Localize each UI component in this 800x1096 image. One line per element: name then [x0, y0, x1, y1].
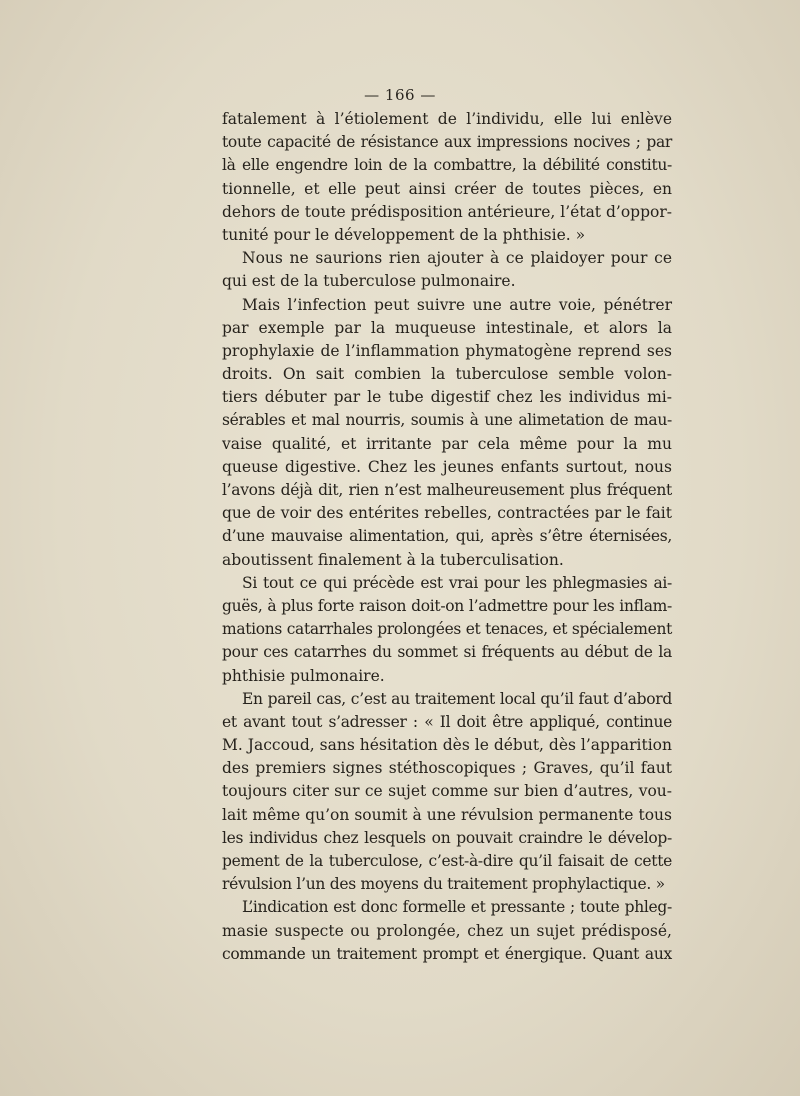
text-line: d’une mauvaise alimentation, qui, après s’être éternisées, — [222, 527, 672, 546]
text-line: droits. On sait combien la tuberculose semble volon- — [222, 365, 672, 384]
paragraph — [222, 688, 672, 897]
text-line: Mais l’infection peut suivre une autre voie, pénétrer — [242, 295, 672, 314]
text-line: des premiers signes stéthoscopiques ; Graves, qu’il faut — [222, 759, 672, 778]
text-line: par exemple par la muqueuse intestinale, et alors la — [222, 318, 672, 337]
text-line: commande un traitement prompt et énergique. Quant aux — [222, 944, 672, 963]
text-line: là elle engendre loin de la combattre, la débilité constitu- — [222, 156, 672, 175]
paragraph — [222, 108, 672, 247]
text-line: révulsion l’un des moyens du traitement prophylactique. » — [222, 875, 665, 894]
body-text — [222, 108, 672, 966]
text-line: l’avons déjà dit, rien n’est malheureusement plus fréquent — [222, 481, 672, 499]
text-line: fatalement à l’étiolement de l’individu, elle lui enlève — [222, 110, 672, 128]
paragraph — [222, 572, 672, 688]
text-line: tiers débuter par le tube digestif chez les individus mi- — [222, 388, 672, 407]
text-line: lait même qu’on soumit à une révulsion permanente tous — [222, 805, 672, 824]
text-line: Nous ne saurions rien ajouter à ce plaidoyer pour ce — [242, 249, 672, 268]
text-line: sérables et mal nourris, soumis à une alimetation de mau- — [222, 411, 672, 430]
text-line: les individus chez lesquels on pouvait craindre le dévelop- — [222, 828, 672, 847]
paragraph — [222, 247, 672, 293]
text-line: M. Jaccoud, sans hésitation dès le début, dès l’apparition — [222, 736, 672, 755]
text-line: En pareil cas, c’est au traitement local qu’il faut d’abord — [242, 689, 672, 708]
text-line: tionnelle, et elle peut ainsi créer de toutes pièces, en — [222, 179, 672, 198]
text-line: L’indication est donc formelle et pressante ; toute phleg- — [242, 898, 672, 917]
paragraph — [222, 896, 672, 966]
text-line: phthisie pulmonaire. — [222, 666, 385, 685]
text-line: pement de la tuberculose, c’est-à-dire qu’il faisait de cette — [222, 852, 672, 870]
text-line: et avant tout s’adresser : « Il doit être appliqué, continue — [222, 712, 672, 731]
text-line: mations catarrhales prolongées et tenaces, et spécialement — [222, 620, 672, 639]
text-line: qui est de la tuberculose pulmonaire. — [222, 272, 516, 291]
page-number: — 166 — — [364, 86, 436, 104]
text-line: guës, à plus forte raison doit-on l’admettre pour les inflam- — [222, 596, 672, 615]
text-line: pour ces catarrhes du sommet si fréquents au début de la — [222, 643, 672, 662]
text-line: Si tout ce qui précède est vrai pour les phlegmasies ai- — [242, 573, 672, 592]
text-line: tunité pour le développement de la phthisie. » — [222, 225, 586, 244]
text-line: queuse digestive. Chez les jeunes enfants surtout, nous — [222, 457, 672, 476]
text-line: toute capacité de résistance aux impressions nocives ; par — [222, 133, 672, 152]
text-line: que de voir des entérites rebelles, contractées par le fait — [222, 504, 672, 523]
text-line: vaise qualité, et irritante par cela même pour la mu — [222, 434, 672, 453]
text-line: masie suspecte ou prolongée, chez un sujet prédisposé, — [222, 921, 672, 940]
text-line: toujours citer sur ce sujet comme sur bien d’autres, vou- — [222, 782, 672, 801]
paragraph — [222, 294, 672, 572]
text-line: aboutissent finalement à la tuberculisation. — [222, 550, 564, 569]
text-line: prophylaxie de l’inflammation phymatogène reprend ses — [222, 341, 672, 360]
text-line: dehors de toute prédisposition antérieure, l’état d’oppor- — [222, 202, 672, 221]
